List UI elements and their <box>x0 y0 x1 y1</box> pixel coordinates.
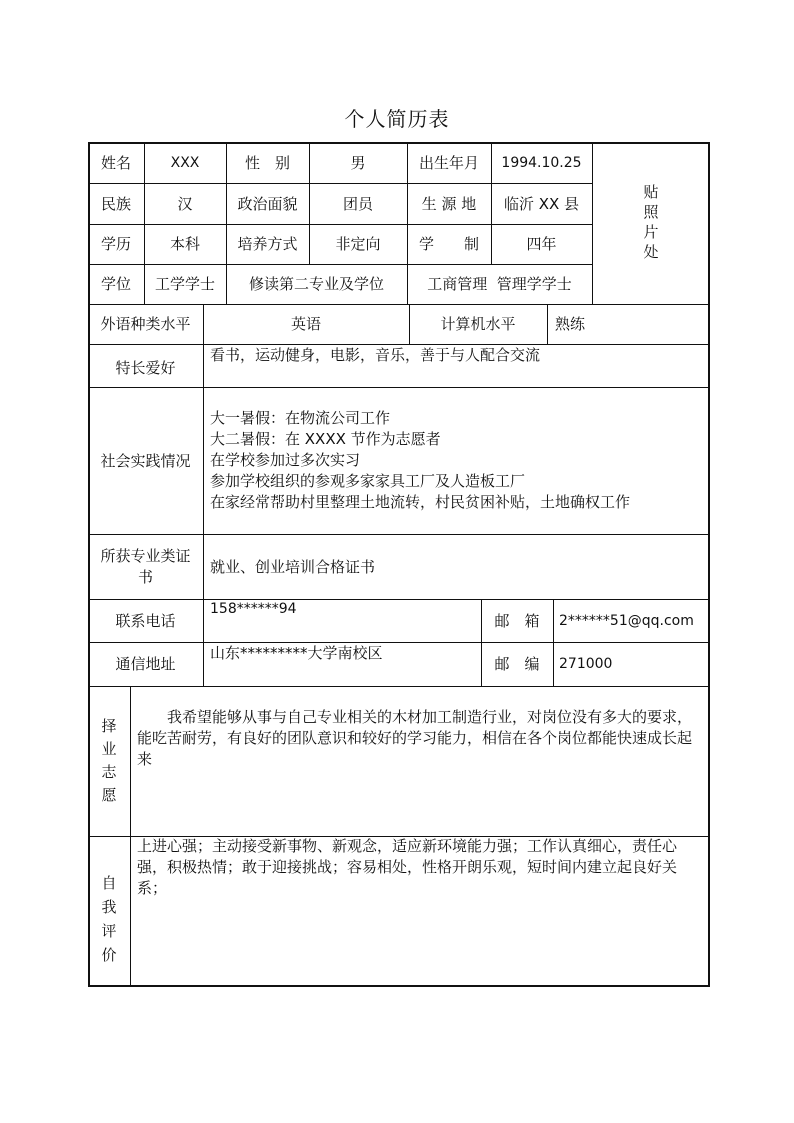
training-value: 非定向 <box>335 235 381 253</box>
col-divider <box>547 304 548 344</box>
duration-value: 四年 <box>526 235 557 253</box>
language-label: 外语种类水平 <box>100 315 191 333</box>
photo-char: 处 <box>643 243 659 261</box>
col-divider <box>553 599 554 686</box>
minor-value: 工商管理 管理学学士 <box>427 275 572 293</box>
email-label: 邮 箱 <box>494 611 540 630</box>
computer-label: 计算机水平 <box>440 315 516 333</box>
phone-label: 联系电话 <box>115 611 176 630</box>
birth-label: 出生年月 <box>418 153 479 172</box>
ethnicity-label: 民族 <box>100 194 131 213</box>
career-label-char: 志 <box>101 763 117 781</box>
certificates-value: 就业、创业培训合格证书 <box>210 557 376 576</box>
self-eval-text: 上进心强；主动接受新事物、新观念，适应新环境能力强；工作认真细心，责任心强，积极热情；敢于迎接挑战；容易相处，性格开朗乐观，短时间内建立起良好关系； <box>137 837 678 897</box>
practice-item: 大二暑假：在 XXXX 节作为志愿者 <box>210 430 441 448</box>
postcode-label: 邮 编 <box>494 655 540 673</box>
ethnicity-value: 汉 <box>177 194 193 213</box>
gender-label: 性 别 <box>244 153 290 172</box>
computer-value: 熟练 <box>555 315 586 333</box>
training-label: 培养方式 <box>237 235 298 253</box>
self-eval-label <box>88 836 130 987</box>
self-eval-label-char: 评 <box>101 921 117 940</box>
photo-char: 片 <box>643 223 659 241</box>
minor-label: 修读第二专业及学位 <box>248 275 384 293</box>
self-eval-label-char: 我 <box>101 897 117 916</box>
photo-placeholder <box>592 142 710 304</box>
address-value: 山东*********大学南校区 <box>210 644 383 662</box>
practice-label: 社会实践情况 <box>100 451 191 470</box>
postcode-value: 271000 <box>559 656 613 672</box>
duration-label: 学 制 <box>418 235 479 253</box>
phone-value: 158******94 <box>210 601 297 617</box>
self-eval-label-char: 价 <box>101 945 117 964</box>
birth-value: 1994.10.25 <box>501 154 582 171</box>
career-label-char: 愿 <box>101 786 117 804</box>
career-text: 我希望能够从事与自己专业相关的木材加工制造行业，对岗位没有多大的要求，能吃苦耐劳，有良好的团队意识和较好的学习能力，相信在各个岗位都能快速成长起来 <box>137 708 693 768</box>
name-value: XXX <box>170 154 200 171</box>
career-label-char: 择 <box>101 717 117 735</box>
self-eval-label-char: 自 <box>101 873 117 892</box>
page-title: 个人简历表 <box>344 107 450 131</box>
certificates-label-line: 书 <box>137 567 153 586</box>
career-label-char: 业 <box>101 740 117 758</box>
hobbies-value: 看书，运动健身，电影，音乐，善于与人配合交流 <box>210 346 541 364</box>
photo-char: 照 <box>643 203 659 221</box>
practice-item: 在家经常帮助村里整理土地流转，村民贫困补贴，土地确权工作 <box>210 493 631 511</box>
degree-label: 学位 <box>100 275 131 293</box>
practice-item: 参加学校组织的参观多家家具工厂及人造板工厂 <box>210 472 526 490</box>
education-label: 学历 <box>100 235 131 253</box>
practice-item: 在学校参加过多次实习 <box>210 451 361 469</box>
degree-value: 工学学士 <box>154 275 215 293</box>
practice-item: 大一暑假：在物流公司工作 <box>210 409 391 427</box>
address-label: 通信地址 <box>115 655 176 673</box>
email-value: 2******51@qq.com <box>559 612 694 629</box>
political-label: 政治面貌 <box>237 194 298 213</box>
language-value: 英语 <box>290 315 321 333</box>
col-divider <box>130 686 131 987</box>
hobbies-label: 特长爱好 <box>115 358 176 377</box>
row-divider <box>88 686 710 687</box>
career-label <box>88 686 130 836</box>
certificates-label <box>88 534 203 599</box>
col-divider <box>203 344 204 686</box>
political-value: 团员 <box>342 194 373 213</box>
origin-value: 临沂 XX 县 <box>503 194 580 213</box>
education-value: 本科 <box>169 235 200 253</box>
origin-label: 生 源 地 <box>421 194 477 213</box>
name-label: 姓名 <box>100 153 131 172</box>
certificates-label-line: 所获专业类证 <box>100 546 191 565</box>
gender-value: 男 <box>350 153 366 172</box>
practice-list <box>210 408 705 513</box>
photo-char: 贴 <box>643 183 659 201</box>
